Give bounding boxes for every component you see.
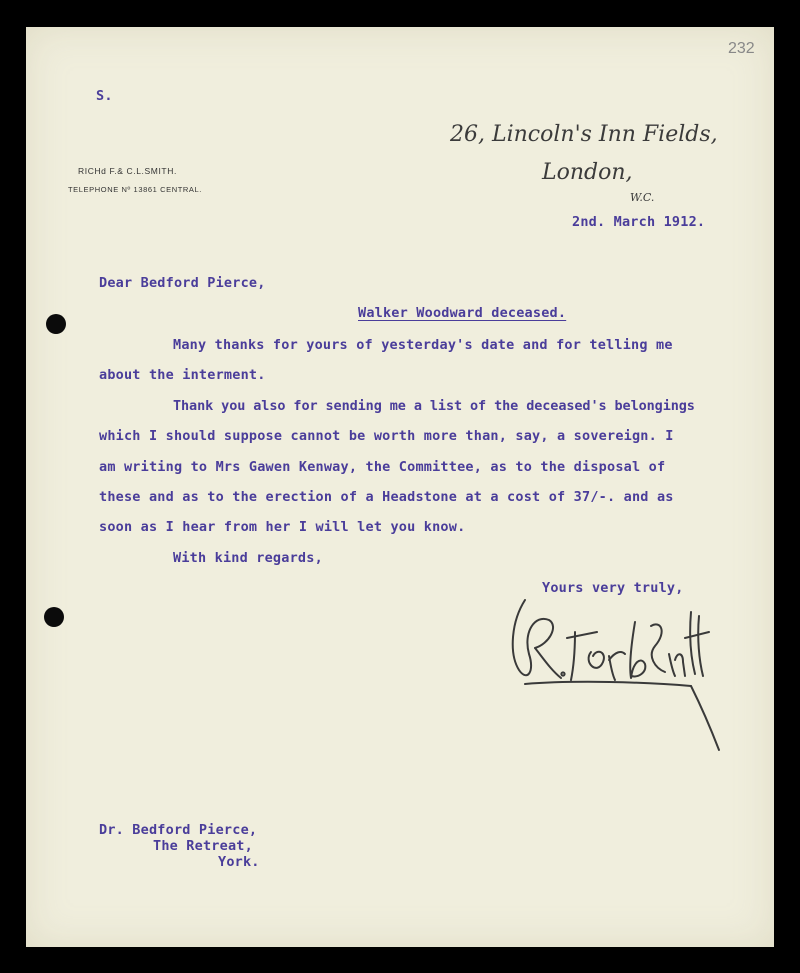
telephone-number: TELEPHONE Nº 13861 CENTRAL. (68, 185, 202, 194)
body-line: Thank you also for sending me a list of the deceased's belongings (173, 398, 695, 414)
address-city: London, (542, 160, 633, 185)
body-line: these and as to the erection of a Headstone at a cost of 37/-. and as (99, 489, 674, 505)
closing: Yours very truly, (542, 580, 684, 596)
folio-number: 232 (728, 40, 755, 57)
punch-hole-bottom (44, 607, 64, 627)
body-line: am writing to Mrs Gawen Kenway, the Committee, as to the disposal of (99, 459, 666, 475)
recipient-name: Dr. Bedford Pierce, (99, 822, 258, 838)
firm-name: RICHd F.& C.L.SMITH. (78, 166, 177, 176)
letter-page (26, 27, 774, 947)
body-line: With kind regards, (173, 550, 323, 566)
address-district: W.C. (630, 191, 655, 204)
recipient-address-line2: York. (218, 854, 260, 870)
letter-date: 2nd. March 1912. (572, 214, 706, 230)
salutation: Dear Bedford Pierce, (99, 275, 266, 291)
handwritten-signature (505, 592, 725, 762)
address-street: 26, Lincoln's Inn Fields, (450, 122, 718, 147)
body-line: about the interment. (99, 367, 266, 383)
letter-subject: Walker Woodward deceased. (358, 305, 567, 321)
recipient-address-line1: The Retreat, (153, 838, 253, 854)
body-line: soon as I hear from her I will let you know. (99, 519, 466, 535)
body-line: Many thanks for yours of yesterday's date and for telling me (173, 337, 673, 353)
punch-hole-top (46, 314, 66, 334)
body-line: which I should suppose cannot be worth more than, say, a sovereign. I (99, 428, 674, 444)
file-reference: S. (96, 88, 113, 104)
